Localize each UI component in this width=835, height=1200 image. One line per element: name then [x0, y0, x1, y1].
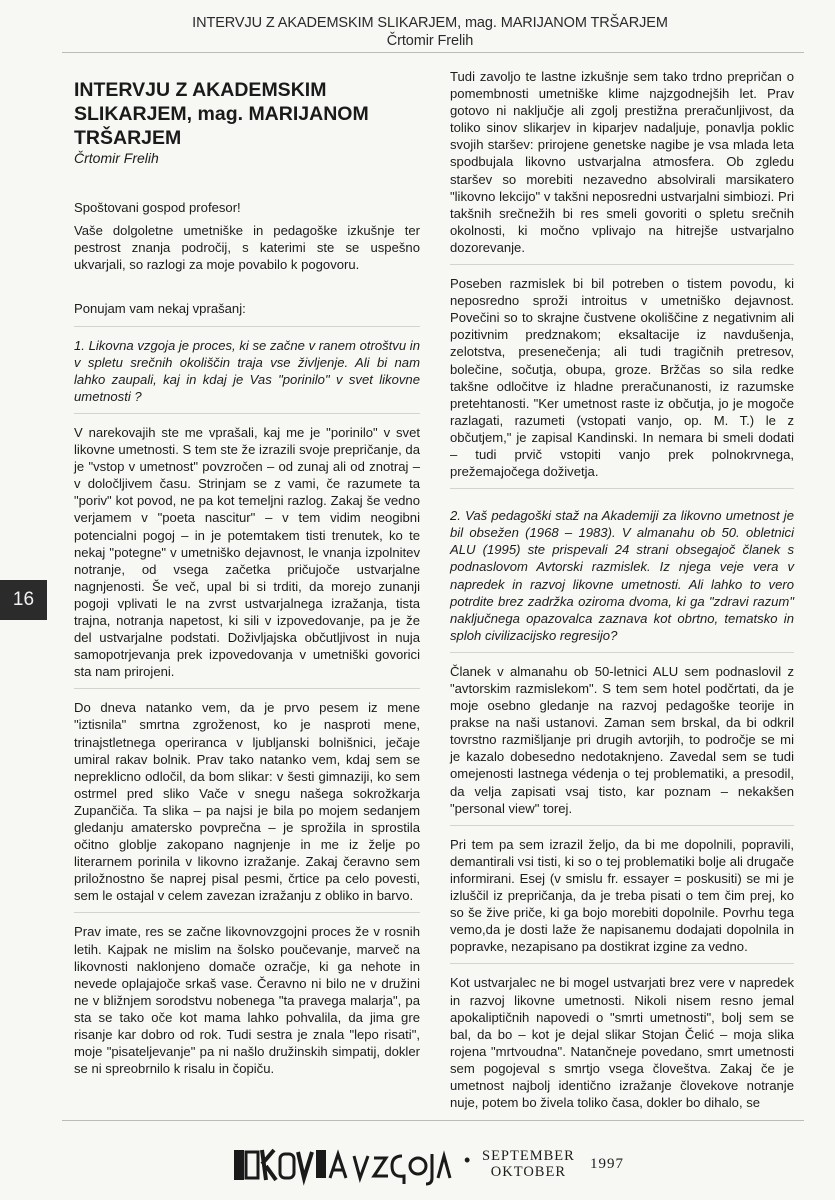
issue-months	[482, 1148, 575, 1180]
running-header-title: INTERVJU Z AKADEMSKIM SLIKARJEM, mag. MARIJANOM TRŠARJEM	[192, 15, 668, 31]
divider	[450, 963, 794, 964]
right-column	[450, 68, 794, 1111]
answer-paragraph: V narekovajih ste me vprašali, kaj me je "porinilo" v svet likovne umetnosti. S tem ste že izrazili svoje prepričanje, da je "vstop v umetnost" povzročen – od zunaj ali od znotraj – v določljivem času. Strinjam se z vami, če razumete ta "poriv" kot povod, ne pa kot temeljni razlog. Zakaj še vedno verjamem v "poeta nascitur" – v tem vidim neogibni potencialni pogoj – in je potemtakem tisti trenutek, ko te nekaj "potegne" v umetniško dejavnost, le vnanja izpolnitev notranje, od vsega začetka pričujoče ustvarjalne nagnjenosti. Še več, upal bi si trditi, da morejo zunanji pogoji vplivati le na zvrst ustvarjalnega izražanja, tista trajna, notranja napetost, ki sili v izpovedovanje, pa je že del ustvarjalne podstati. Doživljajska občutljivost in nuja samopotrjevanja prek izpovedovanja v umetniški govorici sta nam prirojeni.	[74, 424, 420, 680]
answer-paragraph: Prav imate, res se začne likovnovzgojni proces že v rosnih letih. Kajpak ne mislim na šolsko poučevanje, marveč na likovnosti naklonjeno domače ozračje, ki ga nehote in nevede oplajajoče srkaš vase. Čeravno ni bilo ne v družini ne v bližnjem sorodstvu nobenega "ta pravega malarja", pa sta se tako oče kot mama lahko pohvalila, da jima gre risanje kar dobro od rok. Tudi sestra je znala "lepo risati", moje "pisateljevanje" pa ni našlo družinskih simpatij, dokler se ni spreobrnilo k risalu in čopiču.	[74, 924, 420, 1077]
divider	[450, 825, 794, 826]
divider	[74, 688, 420, 689]
running-header-author: Črtomir Frelih	[386, 33, 474, 49]
answer-paragraph: Poseben razmislek bi bil potreben o tistem povodu, ki neposredno sproži introitus v umetniško dejavnost. Povečini so to skrajne čustvene okoliščine z negativnim ali pozitivnim predznakom; eksaltacije iz navdušenja, zelotstva, presenečenja; ali tudi tragičnih pretresov, bolečine, sočutja, obupa, groze. Bržčas so sila redke takšne odločitve iz hladne preračunanosti, iz razumske pretehtanosti. "Ker umetnost raste iz občutja, jo je mogoče razlagati, razumeti (vstopati vanjo, op. M. T.) le z občutjem," je zapisal Kandinski. In nemara bi smeli dodati – tudi prvič vstopiti vanjo prek polnokrvnega, prežemajočega doživetja.	[450, 276, 794, 480]
divider	[450, 264, 794, 265]
article-title: INTERVJU Z AKADEMSKIM SLIKARJEM, mag. MARIJANOM TRŠARJEM	[74, 79, 369, 149]
divider	[74, 413, 420, 414]
question-1: 1. Likovna vzgoja je proces, ki se začne v ranem otroštvu in v spletu srečnih okoliščin traja vse življenje. Ali bi nam lahko zaupali, kaj in kdaj je Vas "porinilo" v svet likovne umetnosti ?	[74, 337, 420, 404]
question-intro: Ponujam vam nekaj vprašanj:	[74, 301, 246, 317]
page-number: 16	[12, 589, 35, 610]
page-number-tab	[0, 580, 47, 620]
magazine-logo	[232, 1144, 452, 1186]
answer-paragraph: Do dneva natanko vem, da je prvo pesem iz mene "iztisnila" smrtna zgroženost, ko je nasproti mene, trinajstletnega operiranca v ljubljanski bolnišnici, ječaje umiral rakav bolnik. Prav tako natanko vem, kdaj sem se nepreklicno odločil, da bom slikar: v šesti gimnaziji, ko sem ostrmel pred sliko Vače v snegu našega sokrožkarja Zupančiča. Ta slika – pa najsi je bila po mojem sedanjem gledanju amatersko povprečna – je sprožila in sprostila očitno globlje zakopano nagnjenje in me iz želje po literarnem porinila v likovno izražanje. Zakaj čeravno sem priložnostno še naprej pisal pesmi, črtice pa celo povesti, sem le ostajal v celem zavezan izražanju z obliko in barvo.	[74, 700, 420, 904]
divider	[74, 326, 420, 327]
issue-month: SEPTEMBER	[482, 1148, 575, 1164]
footer-divider	[62, 1120, 804, 1121]
divider	[450, 652, 794, 653]
header-divider	[62, 52, 804, 53]
answer-paragraph: Članek v almanahu ob 50-letnici ALU sem podnaslovil z "avtorskim razmislekom". S tem sem hotel podčrtati, da je moje osebno gledanje na razvoj pedagoške teorije in prakse na naši ustanovi. Zaman sem brskal, da bi odkril tovrstno razmišljanje pri drugih avtorjih, to področje se mi je kazalo dobesedno nedotaknjeno. Zavedal sem se tudi omejenosti lastnega védenja o tej problematiki, a presodil, da velja zapisati vsaj tisto, kar poznam – nekakšen "personal view" torej.	[450, 663, 794, 816]
issue-year: 1997	[590, 1156, 624, 1172]
answer-paragraph: Kot ustvarjalec ne bi mogel ustvarjati brez vere v napredek in razvoj likovne umetnosti. Nikoli nisem resno jemal apokaliptičnih napovedi o "smrti umetnosti", bolj sem se bal, da bo – kot je dejal slikar Stojan Čelić – moja slika rojena "mrtvoudna". Natančneje povedano, smrt umetnosti sem pogojeval s smrtjo vsega človeštva. Zakaj če je umetnost najbolj identično izražanje človekove notranje nuje, potem bo živela toliko časa, dokler bo dihalo, se	[450, 975, 794, 1111]
greeting: Spoštovani gospod profesor!	[74, 200, 241, 216]
answer-paragraph: Tudi zavoljo te lastne izkušnje sem tako trdno prepričan o pomembnosti umetniške klime najzgodnejših let. Prav gotovo ni naključje ali zgolj prestižna preračunljivost, da toliko sinov slikarjev in kiparjev nadaljuje, ponavlja poklic svojih staršev: prirojene genetske nagibe je vsa mlada leta spodbujala likovno ustvarjalna atmosfera. Ob zgledu staršev so morebiti nezavedno absolvirali marsikatero "likovno lekcijo" v takšni neposredni ustvarjalni simbiozi. Pri takšnih srečnežih bi res smeli govoriti o spletu srečnih okolnosti, ki močno vplivajo na hitrejše ustvarjalno dozorevanje.	[450, 69, 794, 255]
divider	[74, 912, 420, 913]
divider	[450, 488, 794, 489]
left-column	[74, 72, 420, 1077]
intro-paragraph: Vaše dolgoletne umetniške in pedagoške izkušnje ter pestrost znanja področij, s katerimi ste se uspešno ukvarjali, so razlogi za moje povabilo k pogovoru.	[74, 223, 420, 273]
question-2: 2. Vaš pedagoški staž na Akademiji za likovno umetnost je bil obsežen (1968 – 1983). V almanahu ob 50. obletnici ALU (1995) ste prispevali 24 strani obsegajoč članek s podnaslovom Avtorski razmislek. Iz njega veje vera v napredek in razvoj likovne umetnosti. Ali lahko to vero potrdite brez zadržka oziroma dvoma, ki ga "zdravi razum" naključnega opazovalca zaznava kot obrtno, tematsko in sploh civilizacijsko regresijo?	[450, 508, 794, 643]
article-author: Črtomir Frelih	[74, 150, 159, 166]
running-header	[180, 14, 680, 50]
issue-month: OKTOBER	[490, 1164, 566, 1180]
footer-separator: •	[464, 1150, 471, 1170]
answer-paragraph: Pri tem pa sem izrazil željo, da bi me dopolnili, popravili, demantirali vsi tisti, ki so o tej problematiki bolje ali drugače informirani. Esej (v smislu fr. essayer = poskusiti) se mi je izluščil iz prepričanja, da je treba pisati o tem čim prej, ko so še žive priče, ki ga bojo morebiti dopolnile. Povrhu tega vemo,da je dosti laže že napisanemu dodajati dopolnila in popravke, nezapisano pa dostikrat izgine za vedno.	[450, 836, 794, 955]
